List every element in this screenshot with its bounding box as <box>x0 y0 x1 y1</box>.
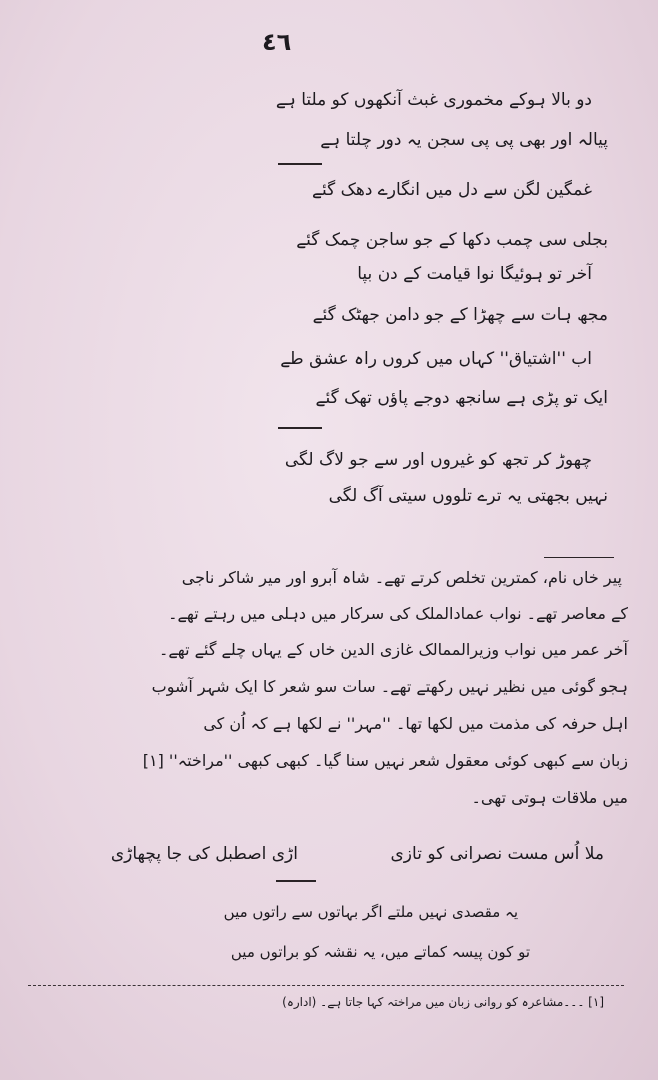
verse-line: یہ مقصدی نہیں ملتے اگر بہاتوں سے راتوں میں <box>223 903 518 921</box>
prose-line: میں ملاقات ہوتی تھی۔ <box>471 788 628 807</box>
verse-line: غمگین لگن سے دل میں انگارے دھک گئے <box>312 180 592 200</box>
divider <box>278 427 322 429</box>
name-overline <box>544 557 614 558</box>
verse-line: اڑی اصطبل کی جا پچھاڑی <box>110 844 298 864</box>
prose-line: اہل حرفہ کی مذمت میں لکھا تھا۔ ''مہر'' نے لکھا ہے کہ اُن کی <box>203 714 628 733</box>
verse-line: آخر تو ہوئیگا نوا قیامت کے دن بپا <box>357 264 592 284</box>
verse-line: پیالہ اور بھی پی پی سجن یہ دور چلتا ہے <box>320 130 608 150</box>
verse-line: اب ''اشتیاق'' کہاں میں کروں راہ عشق طے <box>280 349 592 369</box>
prose-line: آخر عمر میں نواب وزیرالممالک غازی الدین خاں کے یہاں چلے گئے تھے۔ <box>158 640 628 659</box>
page-number: ٤٦ <box>262 28 292 56</box>
verse-line: نہیں بجھتی یہ ترے تلووں سیتی آگ لگی <box>328 486 608 506</box>
footnote: [۱] ۔۔۔مشاعرہ کو روانی زبان میں مراختہ کہا جاتا ہے۔ (ادارہ) <box>282 995 604 1009</box>
prose-line: پیر خاں نام، کمترین تخلص کرتے تھے۔ شاہ آبرو اور میر شاکر ناجی <box>181 568 622 587</box>
verse-line: تو کون پیسہ کماتے میں، یہ نقشہ کو براتوں میں <box>230 943 530 961</box>
verse-line: چھوڑ کر تجھ کو غیروں اور سے جو لاگ لگی <box>284 450 592 470</box>
divider <box>276 880 316 882</box>
verse-line: بجلی سی چمب دکھا کے جو ساجن چمک گئے <box>296 230 608 250</box>
prose-line: ہجو گوئی میں نظیر نہیں رکھتے تھے۔ سات سو شعر کا ایک شہر آشوب <box>151 677 628 696</box>
verse-line: ایک تو پڑی ہے سانجھ دوجے پاؤں تھک گئے <box>315 388 608 408</box>
footnote-rule <box>28 985 624 986</box>
verse-line: دو بالا ہوکے مخموری غبث آنکھوں کو ملتا ہے <box>275 90 592 110</box>
prose-line: کے معاصر تھے۔ نواب عمادالملک کی سرکار میں دہلی میں رہتے تھے۔ <box>168 604 628 623</box>
prose-line: زبان سے کبھی کوئی معقول شعر نہیں سنا گیا۔ کبھی کبھی ''مراختہ'' [۱] <box>142 751 628 770</box>
divider <box>278 163 322 165</box>
verse-line: ملا اُس مست نصرانی کو تازی <box>390 844 604 864</box>
verse-line: مجھ ہات سے چھڑا کے جو دامن جھٹک گئے <box>312 305 608 325</box>
